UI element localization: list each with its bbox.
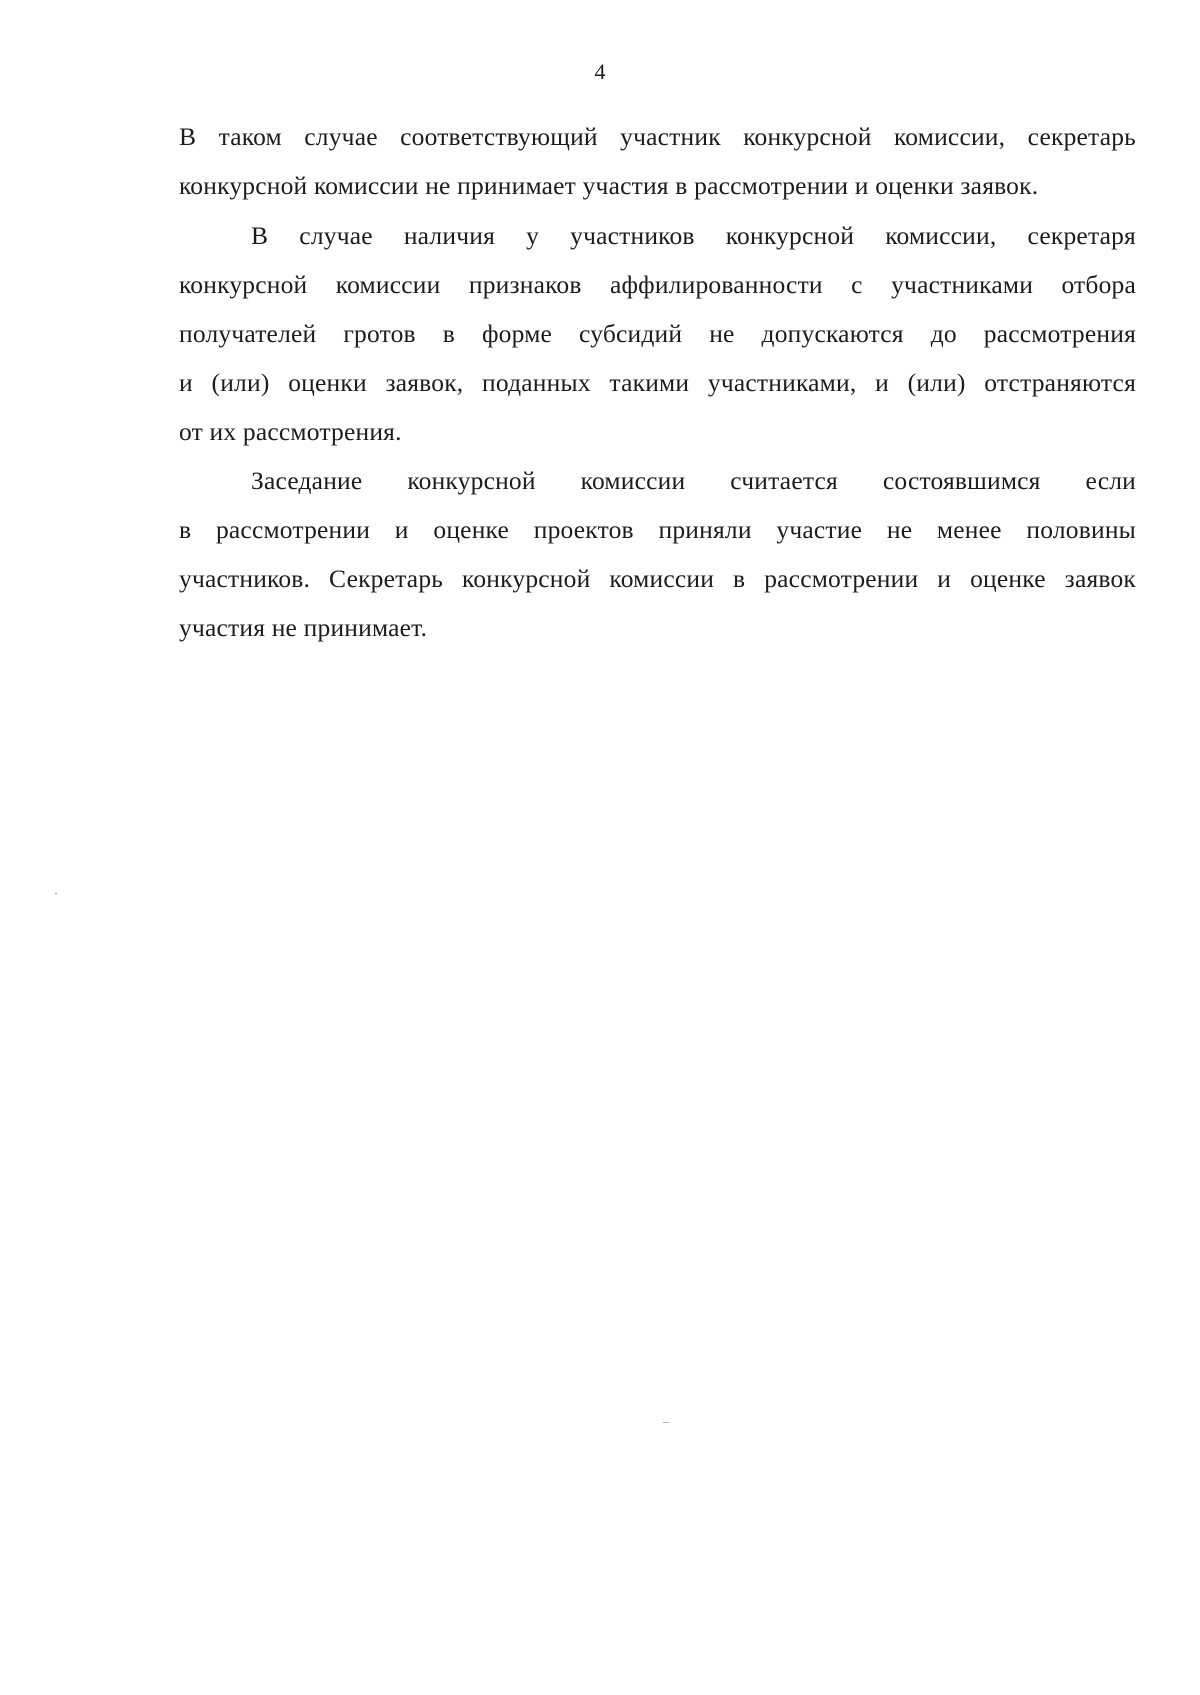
- text-line: конкурсной комиссии не принимает участия в рассмотрении и оценки заявок.: [179, 171, 1039, 200]
- text-line: в рассмотрении и оценке проектов приняли участие не менее половины: [179, 515, 1136, 544]
- text-line: от их рассмотрения.: [179, 416, 402, 446]
- paragraph-2: [179, 211, 1136, 456]
- scan-artifact: [663, 1422, 669, 1423]
- text-line: В таком случае соответствующий участник конкурсной комиссии, секретарь: [179, 122, 1136, 151]
- text-line: участников. Секретарь конкурсной комиссии в рассмотрении и оценке заявок: [179, 564, 1136, 593]
- scan-artifact: [55, 893, 57, 894]
- text-line: получателей гротов в форме субсидий не допускаются до рассмотрения: [179, 318, 1136, 348]
- text-line: В случае наличия у участников конкурсной комиссии, секретаря: [251, 220, 1136, 250]
- text-line: и (или) оценки заявок, поданных такими участниками, и (или) отстраняются: [179, 367, 1136, 397]
- document-body: [179, 112, 1136, 653]
- text-line: участия не принимает.: [179, 613, 428, 642]
- page-number: 4: [594, 59, 606, 84]
- paragraph-3: [179, 456, 1136, 652]
- paragraph-1: [179, 112, 1136, 210]
- text-line: конкурсной комиссии признаков аффилированности с участниками отбора: [179, 269, 1136, 299]
- text-line: Заседание конкурсной комиссии считается состоявшимся если: [251, 466, 1136, 495]
